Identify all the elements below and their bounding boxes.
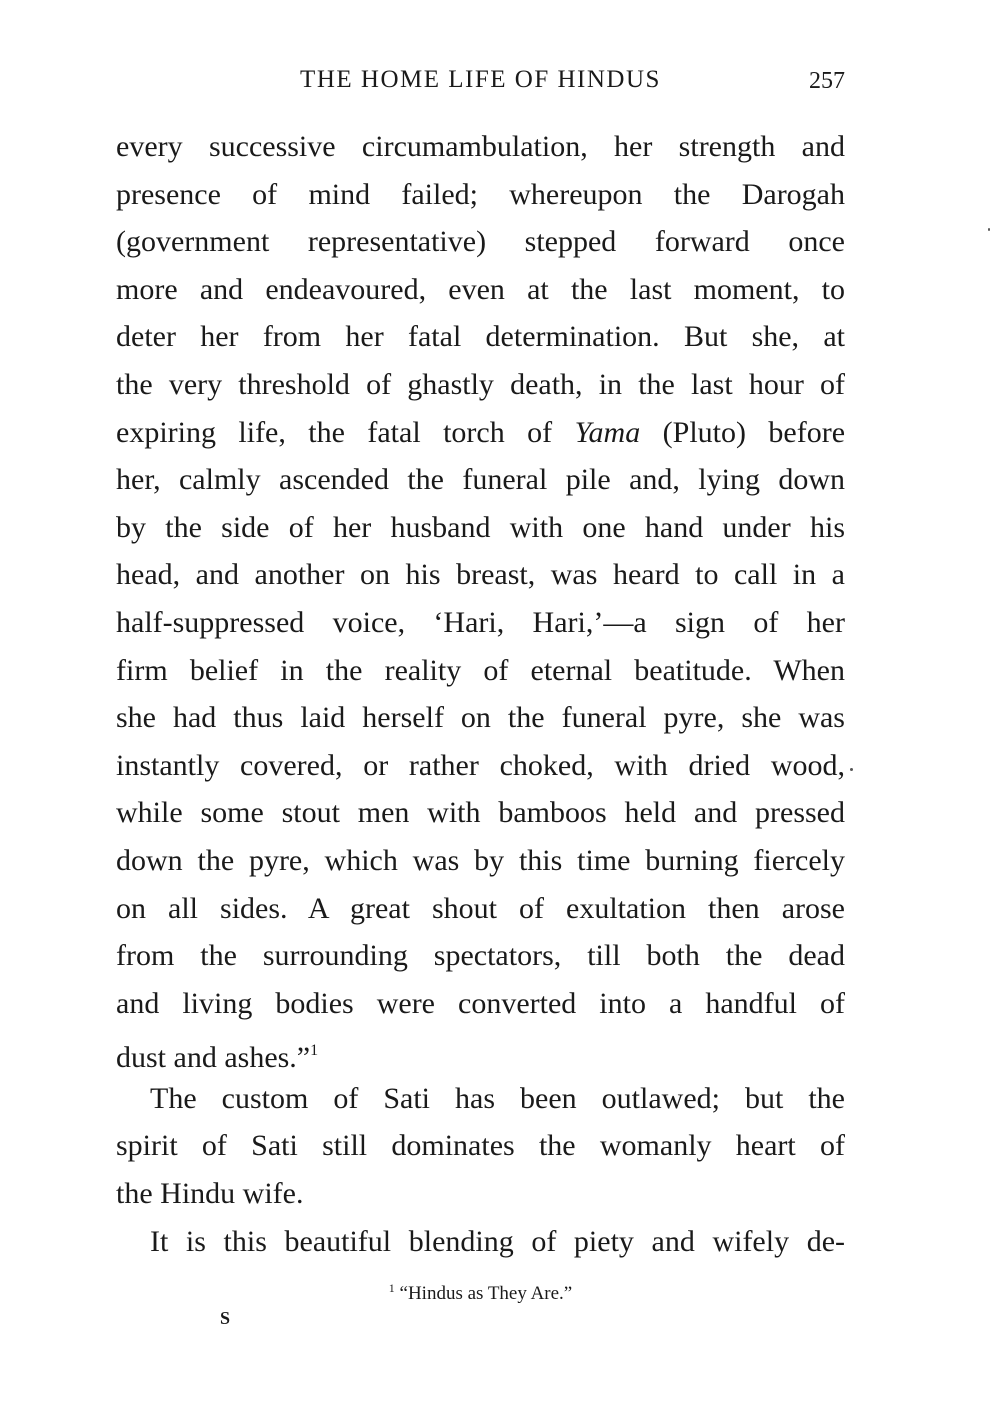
- footnote-reference: 1: [310, 1042, 319, 1060]
- scan-speck: [988, 228, 990, 231]
- text-line: and living bodies were converted into a handful of: [116, 986, 845, 1020]
- text-line: (government representative) stepped forward once: [116, 225, 845, 259]
- text-line: The custom of Sati has been outlawed; but the: [150, 1081, 845, 1115]
- text-line: It is this beautiful blending of piety and wifely de-: [150, 1224, 845, 1258]
- text-fragment: expiring life, the fatal torch of: [116, 415, 553, 449]
- text-line: the very threshold of ghastly death, in the last hour of: [116, 367, 845, 401]
- text-line: from the surrounding spectators, till both the dead: [116, 939, 845, 973]
- text-line: instantly covered, or rather choked, with dried wood,: [116, 748, 845, 782]
- page-number: 257: [809, 68, 845, 94]
- text-line: head, and another on his breast, was heard to call in a: [116, 558, 845, 592]
- footnote-mark: 1: [388, 1281, 395, 1295]
- text-line: deter her from her fatal determination. But she, at: [116, 320, 845, 354]
- footnote: [116, 1281, 845, 1305]
- text-line: half-suppressed voice, ‘Hari, Hari,’—a sign of her: [116, 605, 845, 639]
- text-line: while some stout men with bamboos held and pressed: [116, 796, 845, 830]
- text-line: [116, 409, 845, 457]
- body-text: [116, 123, 845, 1265]
- text-line: more and endeavoured, even at the last moment, to: [116, 272, 845, 306]
- italic-term: Yama: [574, 415, 641, 449]
- text-line: her, calmly ascended the funeral pile and, lying down: [116, 463, 845, 497]
- text-line: by the side of her husband with one hand under his: [116, 510, 845, 544]
- text-line: [116, 1027, 845, 1075]
- page-header: [116, 62, 845, 98]
- scan-speck: [850, 768, 853, 771]
- text-line: down the pyre, which was by this time burning fiercely: [116, 843, 845, 877]
- text-fragment: (Pluto) before: [662, 415, 846, 449]
- text-line: she had thus laid herself on the funeral pyre, she was: [116, 701, 845, 735]
- text-line: firm belief in the reality of eternal beatitude. When: [116, 653, 845, 687]
- text-line: spirit of Sati still dominates the womanly heart of: [116, 1129, 845, 1163]
- text-line: every successive circumambulation, her strength and: [116, 130, 845, 163]
- running-title: THE HOME LIFE OF HINDUS: [300, 66, 661, 93]
- text-line: on all sides. A great shout of exultation then arose: [116, 891, 845, 925]
- text-fragment: dust and ashes.”: [116, 1041, 311, 1075]
- signature-mark: S: [220, 1308, 231, 1328]
- text-line: presence of mind failed; whereupon the Darogah: [116, 177, 845, 211]
- footnote-text: “Hindus as They Are.”: [399, 1283, 573, 1304]
- text-line: the Hindu wife.: [116, 1177, 304, 1211]
